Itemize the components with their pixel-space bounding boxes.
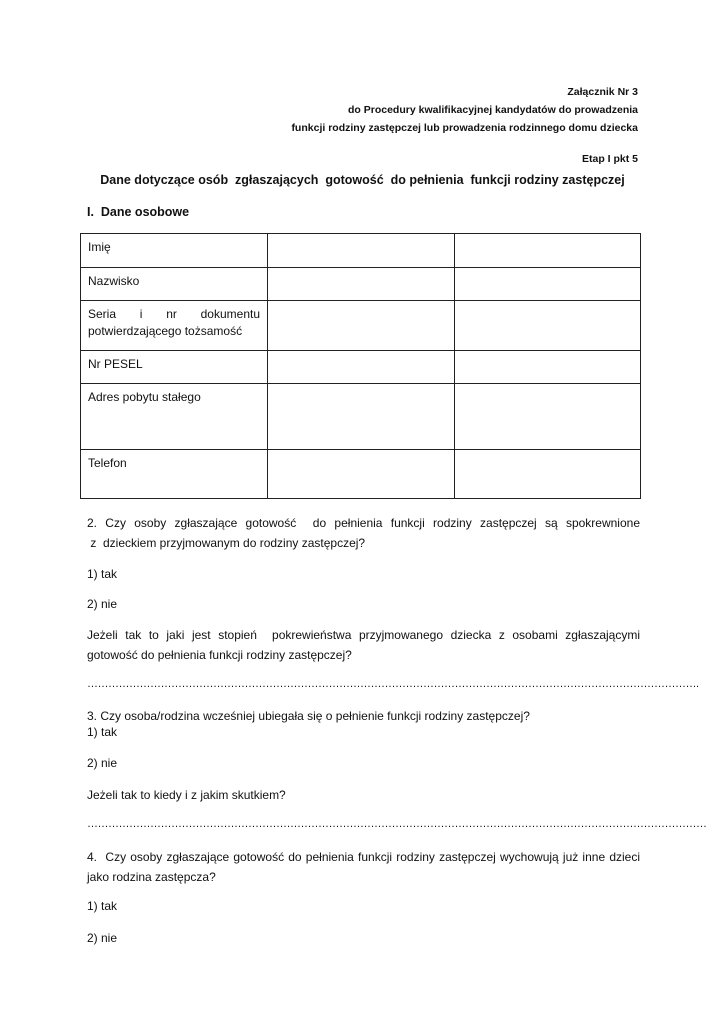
personal-data-table: [80, 233, 641, 499]
label-phone: Telefon: [81, 450, 268, 499]
table-row: [81, 268, 641, 301]
annex-function-line: funkcji rodziny zastępczej lub prowadzenia rodzinnego domu dziecka: [291, 122, 638, 134]
question-2-option-no[interactable]: 2) nie: [87, 597, 118, 611]
field-phone-person-1[interactable]: [268, 450, 455, 499]
annex-number: Załącznik Nr 3: [567, 86, 638, 98]
question-2: [87, 513, 640, 553]
field-address-person-1[interactable]: [268, 384, 455, 450]
label-pesel: Nr PESEL: [81, 351, 268, 384]
question-4-option-yes[interactable]: 1) tak: [87, 899, 118, 913]
label-id-document-line1: Seria i nr dokumentu: [88, 307, 260, 321]
question-4-line1: 4. Czy osoby zgłaszające gotowość do pełnienia funkcji rodziny zastępczej wychowują już inne dzieci: [87, 850, 640, 864]
label-last-name: Nazwisko: [81, 268, 268, 301]
field-first-name-person-1[interactable]: [268, 234, 455, 268]
question-4-line2: jako rodzina zastępcza?: [87, 870, 216, 884]
question-2-option-yes[interactable]: 1) tak: [87, 567, 118, 581]
question-3-answer-line[interactable]: ……………………………………………………………………………………………………………………………………………………………: [87, 818, 707, 830]
field-pesel-person-2[interactable]: [454, 351, 641, 384]
label-id-document: [81, 301, 268, 351]
label-address: Adres pobytu stałego: [81, 384, 268, 450]
question-2-line2: z dzieckiem przyjmowanym do rodziny zastępczej?: [87, 536, 366, 550]
field-id-document-person-1[interactable]: [268, 301, 455, 351]
question-2-followup-line2: gotowość do pełnienia funkcji rodziny zastępczej?: [87, 648, 352, 662]
field-last-name-person-2[interactable]: [454, 268, 641, 301]
question-3-followup: Jeżeli tak to kiedy i z jakim skutkiem?: [87, 788, 286, 802]
document-title: Dane dotyczące osób zgłaszających gotowość do pełnienia funkcji rodziny zastępczej: [100, 173, 625, 187]
field-first-name-person-2[interactable]: [454, 234, 641, 268]
question-2-answer-line[interactable]: ………………………………………………………………………………………………………………………………………………………….: [87, 678, 699, 690]
stage-label: Etap I pkt 5: [581, 153, 638, 165]
table-row: [81, 384, 641, 450]
label-id-document-line2: potwierdzającego tożsamość: [88, 324, 243, 338]
table-row: [81, 301, 641, 351]
table-row: [81, 450, 641, 499]
question-2-line1: 2. Czy osoby zgłaszające gotowość do pełnienia funkcji rodziny zastępczej są spokrewnione: [87, 516, 640, 530]
question-4: [87, 847, 640, 887]
annex-procedure-line: do Procedury kwalifikacyjnej kandydatów do prowadzenia: [348, 104, 638, 116]
field-last-name-person-1[interactable]: [268, 268, 455, 301]
field-address-person-2[interactable]: [454, 384, 641, 450]
question-3-option-no[interactable]: 2) nie: [87, 756, 118, 770]
field-pesel-person-1[interactable]: [268, 351, 455, 384]
section-personal-data-heading: I. Dane osobowe: [87, 205, 190, 219]
question-3: 3. Czy osoba/rodzina wcześniej ubiegała się o pełnienie funkcji rodziny zastępczej?: [87, 709, 530, 723]
table-row: [81, 351, 641, 384]
question-3-option-yes[interactable]: 1) tak: [87, 725, 118, 739]
question-2-followup-line1: Jeżeli tak to jaki jest stopień pokrewieństwa przyjmowanego dziecka z osobami zgłaszającymi: [87, 628, 640, 642]
question-2-followup: [87, 625, 640, 665]
field-id-document-person-2[interactable]: [454, 301, 641, 351]
question-4-option-no[interactable]: 2) nie: [87, 931, 118, 945]
field-phone-person-2[interactable]: [454, 450, 641, 499]
table-row: [81, 234, 641, 268]
label-first-name: Imię: [81, 234, 268, 268]
